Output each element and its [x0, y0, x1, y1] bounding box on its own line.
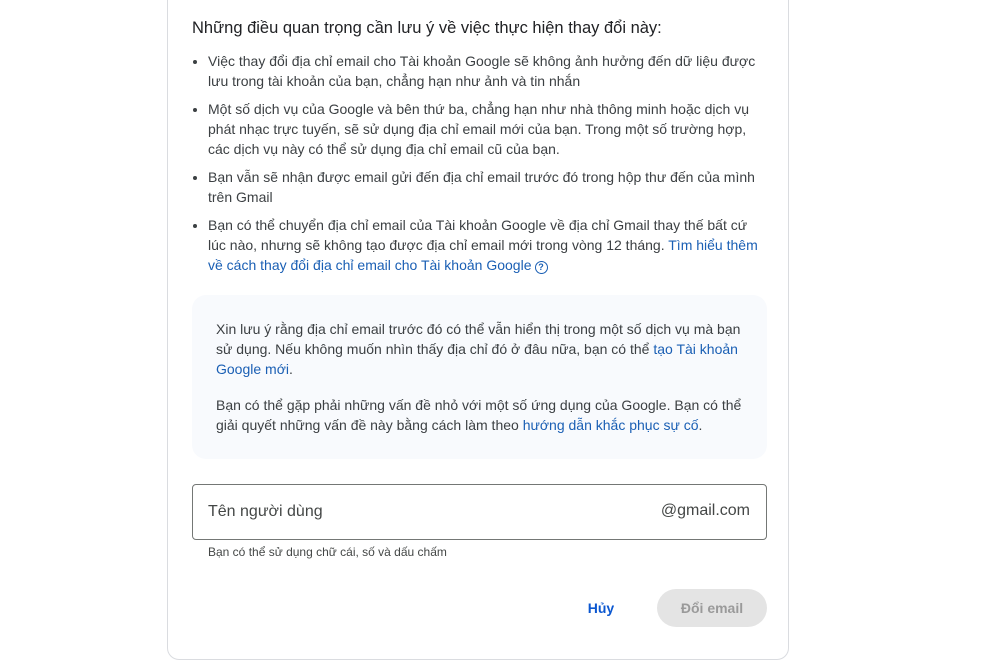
notice-box — [192, 295, 767, 459]
create-account-link[interactable]: tạo Tài khoản Google mới — [216, 341, 738, 377]
notice-paragraph-1 — [216, 319, 743, 379]
info-bullet-4-text: Bạn có thể chuyển địa chỉ email của Tài khoản Google về địa chỉ Gmail thay thế bất cứ lúc nào, nhưng sẽ không tạo được địa chỉ email mới trong vòng 12 tháng. — [208, 217, 748, 253]
gmail-domain-suffix: @gmail.com — [660, 502, 750, 519]
help-circle-icon[interactable]: ? — [535, 261, 548, 274]
notice-paragraph-2-text: Bạn có thể gặp phải những vấn đề nhỏ với một số ứng dụng của Google. Bạn có thể giải quyết những vấn đề này bằng cách làm theo — [216, 397, 742, 433]
cancel-button[interactable]: Hủy — [572, 589, 630, 627]
info-bullet-list — [192, 51, 767, 275]
learn-more-link[interactable]: Tìm hiểu thêm về cách thay đổi địa chỉ email cho Tài khoản Google — [208, 237, 758, 273]
notice-paragraph-2 — [216, 395, 743, 435]
info-bullet-3: • Bạn vẫn sẽ nhận được email gửi đến địa chỉ email trước đó trong hộp thư đến của mình trên Gmail — [208, 167, 767, 207]
info-heading: Những điều quan trọng cần lưu ý về việc thực hiện thay đổi này: — [192, 19, 662, 37]
troubleshooting-link[interactable]: hướng dẫn khắc phục sự cố — [522, 417, 699, 433]
change-email-button[interactable]: Đổi email — [657, 589, 767, 627]
info-bullet-2: • Một số dịch vụ của Google và bên thứ ba, chẳng hạn như nhà thông minh hoặc dịch vụ phát nhạc trực tuyến, sẽ sử dụng địa chỉ email mới của bạn. Trong một số trường hợp, các dịch vụ này có thể sử dụng địa chỉ email cũ của bạn. — [208, 99, 767, 159]
username-input[interactable] — [208, 485, 638, 539]
notice-paragraph-1-end: . — [289, 361, 293, 377]
username-field[interactable] — [192, 484, 767, 540]
info-bullet-4 — [208, 215, 767, 275]
info-bullet-1: • Việc thay đổi địa chỉ email cho Tài khoản Google sẽ không ảnh hưởng đến dữ liệu được lưu trong tài khoản của bạn, chẳng hạn như ảnh và tin nhắn — [208, 51, 767, 91]
notice-paragraph-2-end: . — [698, 417, 703, 433]
info-section — [192, 17, 767, 283]
username-hint: Bạn có thể sử dụng chữ cái, số và dấu chấm — [208, 545, 447, 559]
notice-paragraph-1-text: Xin lưu ý rằng địa chỉ email trước đó có thể vẫn hiển thị trong một số dịch vụ mà bạn sử dụng. Nếu không muốn nhìn thấy địa chỉ đó ở đâu nữa, bạn có thể — [216, 321, 741, 357]
change-email-card — [167, 0, 789, 660]
